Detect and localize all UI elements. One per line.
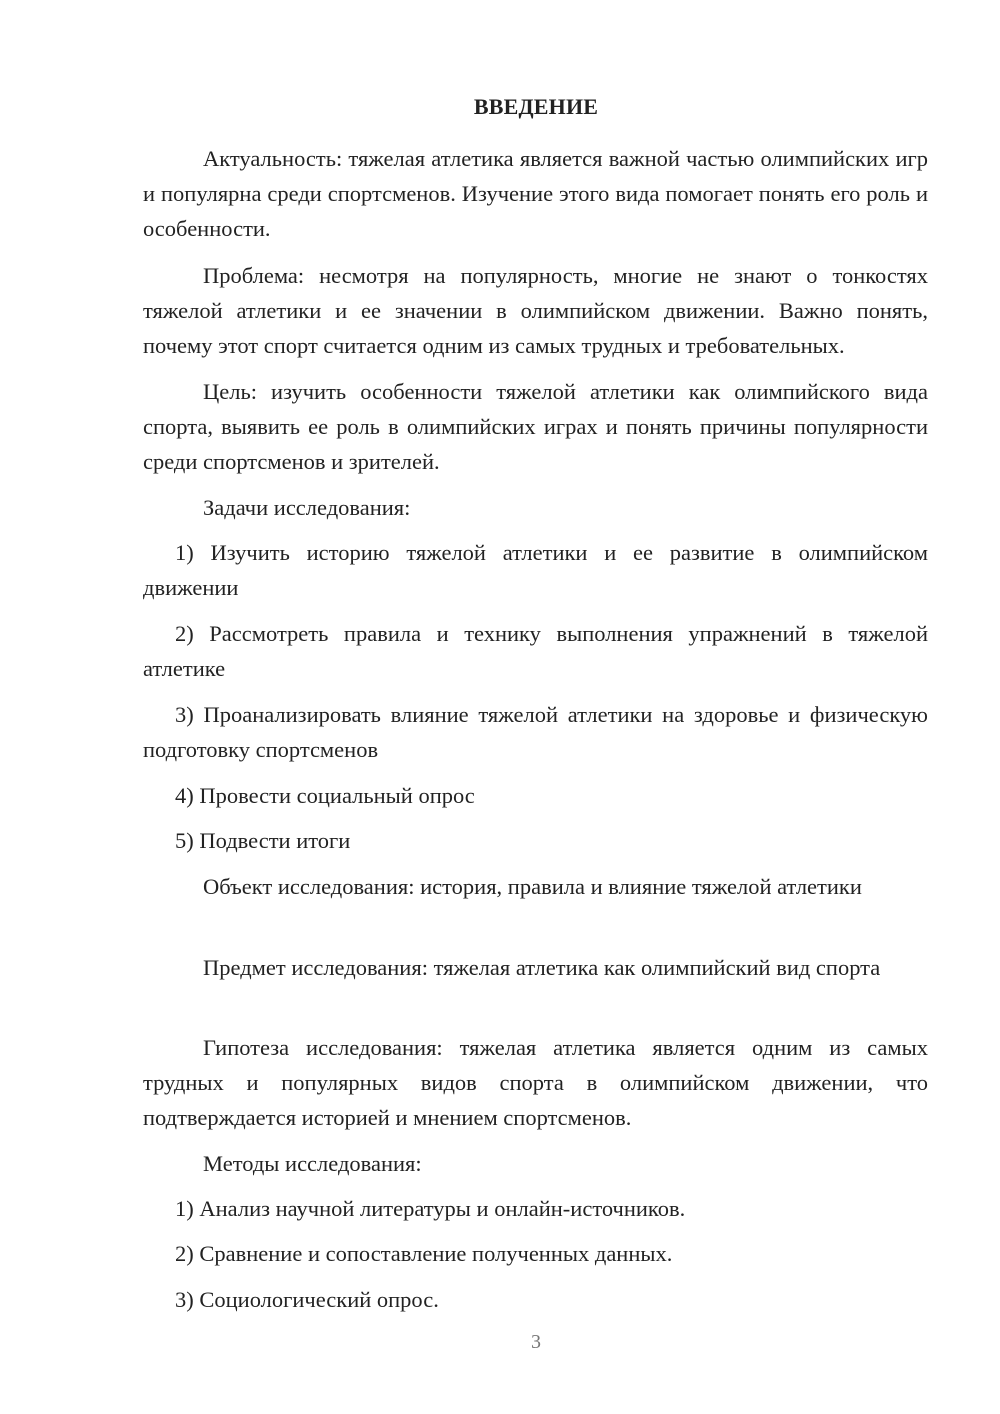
list-item-method-2: 2) Сравнение и сопоставление полученных данных.	[175, 1241, 673, 1266]
paragraph-problem: Проблема: несмотря на популярность, многие не знают о тонкостях тяжелой атлетики и ее значении в олимпийском движении. Важно понять, почему этот спорт считается одним из самых трудных и требовательных.	[143, 263, 928, 358]
paragraph-hypothesis: Гипотеза исследования: тяжелая атлетика является одним из самых трудных и популярных видов спорта в олимпийском движении, что подтверждается историей и мнением спортсменов.	[143, 1035, 928, 1130]
paragraph-goal: Цель: изучить особенности тяжелой атлетики как олимпийского вида спорта, выявить ее роль в олимпийских играх и понять причины популярности среди спортсменов и зрителей.	[143, 379, 928, 474]
page-number: 3	[531, 1331, 541, 1353]
paragraph-object: Объект исследования: история, правила и влияние тяжелой атлетики	[203, 874, 862, 899]
list-item-task-2: 2) Рассмотреть правила и технику выполнения упражнений в тяжелой атлетике	[143, 621, 928, 681]
list-item-task-5: 5) Подвести итоги	[175, 828, 351, 853]
list-item-task-3: 3) Проанализировать влияние тяжелой атлетики на здоровье и физическую подготовку спортсменов	[143, 702, 928, 762]
paragraph-relevance: Актуальность: тяжелая атлетика является важной частью олимпийских игр и популярна среди спортсменов. Изучение этого вида помогает понять его роль и особенности.	[143, 146, 928, 241]
list-item-task-4: 4) Провести социальный опрос	[175, 783, 475, 808]
list-item-method-1: 1) Анализ научной литературы и онлайн-источников.	[175, 1196, 686, 1221]
paragraph-tasks-heading: Задачи исследования:	[203, 495, 411, 520]
paragraph-subject: Предмет исследования: тяжелая атлетика как олимпийский вид спорта	[203, 955, 881, 980]
list-item-method-3: 3) Социологический опрос.	[175, 1287, 439, 1312]
paragraph-methods-heading: Методы исследования:	[203, 1151, 422, 1176]
page-title: ВВЕДЕНИЕ	[473, 94, 599, 119]
list-item-task-1: 1) Изучить историю тяжелой атлетики и ее развитие в олимпийском движении	[143, 540, 928, 600]
